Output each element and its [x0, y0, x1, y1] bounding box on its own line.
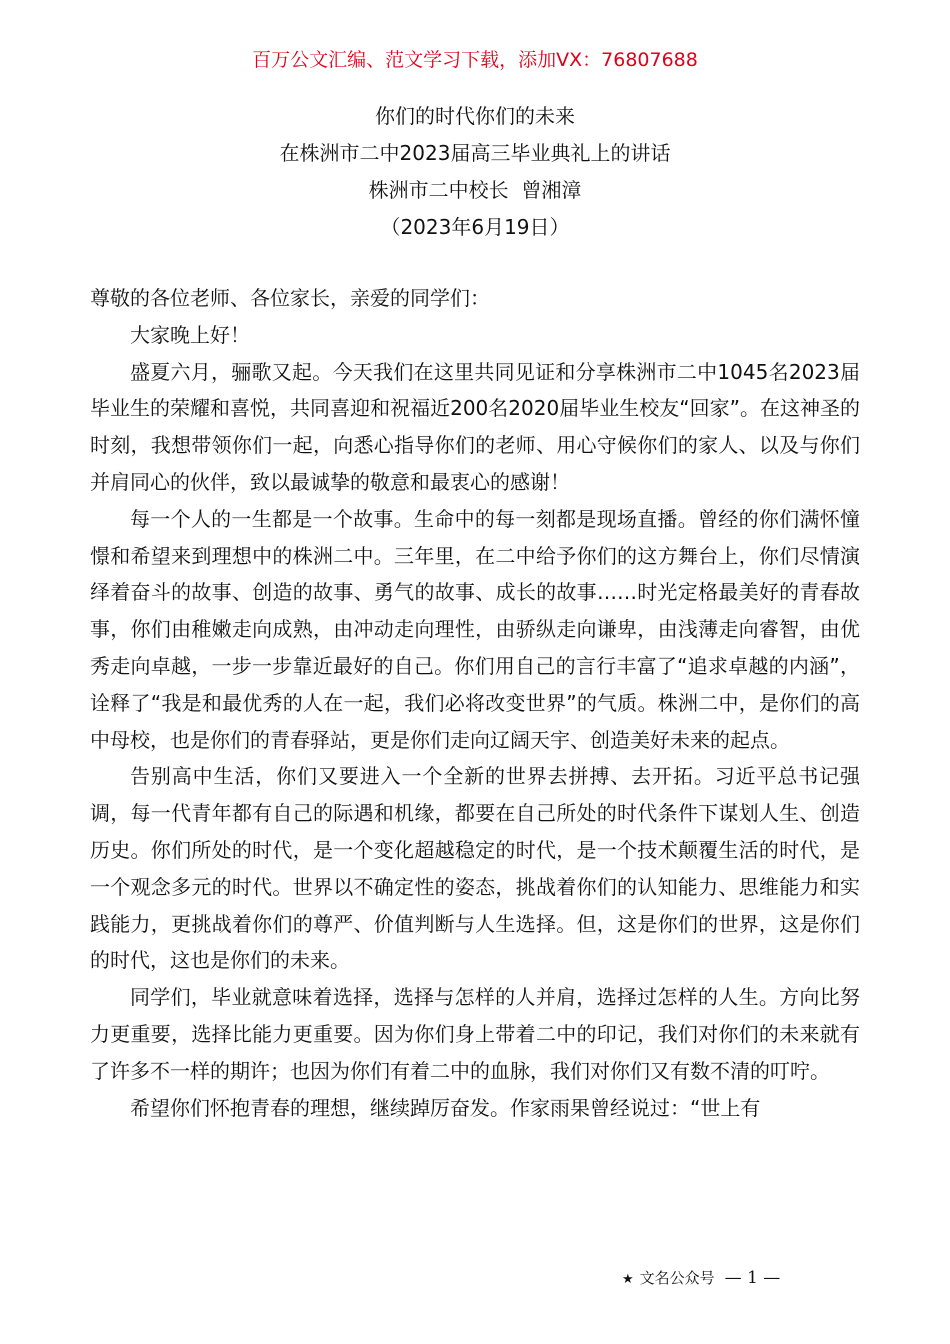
- header-banner: 百万公文汇编、范文学习下载，添加VX：76807688: [252, 49, 698, 71]
- paragraph-story: 每一个人的一生都是一个故事。生命中的每一刻都是现场直播。曾经的你们满怀憧憬和希望来到理想中的株洲二中。三年里，在二中给予你们的这方舞台上，你们尽情演绎着奋斗的故事、创造的故事、勇气的故事、成长的故事……时光定格最美好的青春故事，你们由稚嫩走向成熟，由冲动走向理性，由骄纵走向谦卑，由浅薄走向睿智，由优秀走向卓越，一步一步靠近最好的自己。你们用自己的言行丰富了“追求卓越的内涵”，诠释了“我是和最优秀的人在一起，我们必将改变世界”的气质。株洲二中，是你们的高中母校，也是你们的青春驿站，更是你们走向辽阔天宇、创造美好未来的起点。: [90, 506, 860, 752]
- salutation: 尊敬的各位老师、各位家长，亲爱的同学们：: [90, 286, 490, 310]
- title-block: [0, 98, 950, 246]
- speech-title: 你们的时代你们的未来: [375, 104, 575, 128]
- speaker-line: 株洲市二中校长 曾湘漳: [368, 178, 582, 202]
- speech-subtitle: 在株洲市二中2023届高三毕业典礼上的讲话: [279, 141, 671, 165]
- page-footer: [622, 1266, 780, 1292]
- footer-source: 文名公众号: [639, 1269, 715, 1287]
- speech-body: [90, 280, 860, 1126]
- paragraph-opening: 盛夏六月，骊歌又起。今天我们在这里共同见证和分享株洲市二中1045名2023届毕业生的荣耀和喜悦，共同喜迎和祝福近200名2020届毕业生校友“回家”。在这神圣的时刻，我想带领你们一起，向悉心指导你们的老师、用心守候你们的家人、以及与你们并肩同心的伙伴，致以最诚挚的敬意和最衷心的感谢！: [90, 359, 860, 494]
- star-icon: ★: [622, 1272, 634, 1287]
- paragraph-hope: 希望你们怀抱青春的理想，继续踔厉奋发。作家雨果曾经说过：“世上有: [130, 1095, 761, 1120]
- page-number: — 1 —: [724, 1268, 781, 1288]
- paragraph-greeting: 大家晚上好！: [130, 322, 250, 347]
- speech-date: （2023年6月19日）: [380, 215, 570, 239]
- paragraph-choice: 同学们，毕业就意味着选择，选择与怎样的人并肩，选择过怎样的人生。方向比努力更重要，选择比能力更重要。因为你们身上带着二中的印记，我们对你们的未来就有了许多不一样的期许；也因为你们有着二中的血脉，我们对你们又有数不清的叮咛。: [90, 985, 860, 1083]
- paragraph-era: 告别高中生活，你们又要进入一个全新的世界去拼搏、去开拓。习近平总书记强调，每一代青年都有自己的际遇和机缘，都要在自己所处的时代条件下谋划人生、创造历史。你们所处的时代，是一个变化超越稳定的时代，是一个技术颠覆生活的时代，是一个观念多元的时代。世界以不确定性的姿态，挑战着你们的认知能力、思维能力和实践能力，更挑战着你们的尊严、价值判断与人生选择。但，这是你们的世界，这是你们的时代，这也是你们的未来。: [90, 764, 860, 973]
